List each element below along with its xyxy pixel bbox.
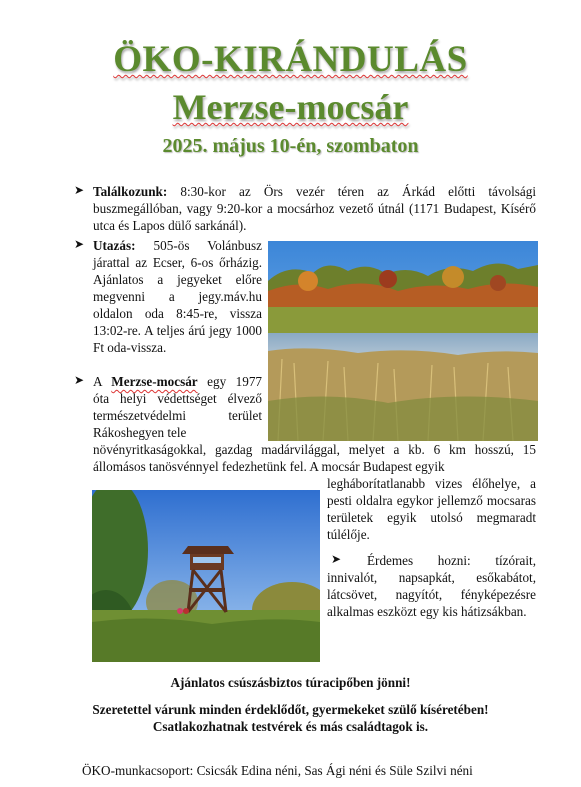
page-title (0, 38, 581, 81)
bring-text: Érdemes hozni: tízórait, innivalót, napsapkát, esőkabátot, látcsövet, nagyítót, fényképezésre alkalmas eszközt egy kis hátizsákban. (327, 553, 536, 619)
event-date: 2025. május 10-én, szombaton (162, 135, 419, 157)
shoes-note: Ajánlatos csúszásbiztos túracipőben jönni! (170, 675, 411, 690)
arrowhead-bullet-icon: ➤ (74, 237, 85, 251)
travel-label: Utazás: (93, 238, 136, 253)
meeting-text: 8:30-kor az Örs vezér téren az Árkád előtti távolsági buszmegállóban, vagy 9:20-kor a mocsárhoz vezető útnál (1171 Budapest, Kísérő utca és Lapos dülő sarkánál). (93, 184, 536, 233)
meeting-label: Találkozunk: (93, 184, 168, 199)
merzse-paragraph-wide (93, 441, 536, 475)
merzse-text-narrow: egy 1977 óta helyi védettséget élvező természetvédelmi terület Rákoshegyen tele (93, 374, 263, 440)
arrowhead-bullet-icon: ➤ (74, 183, 85, 197)
welcome-line-2: Csatlakozhatnak testvérek és más családtagok is. (152, 719, 429, 734)
watchtower-photo (92, 490, 320, 662)
bring-paragraph (327, 552, 536, 620)
travel-text: 505-ös Volánbusz járattal az Ecser, 6-os őrházig. Ajánlatos a jegyeket előre megvenni a jegy.máv.hu oldalon oda 8:45-re, vissza 13:02-re. A teljes árú jegy 1000 Ft oda-vissza. (93, 238, 262, 355)
arrowhead-bullet-icon: ➤ (331, 552, 342, 566)
title-text: ÖKO-KIRÁNDULÁS (113, 39, 468, 80)
team-footer: ÖKO-munkacsoport: Csicsák Edina néni, Sas Ági néni és Süle Szilvi néni (82, 763, 473, 778)
merzse-prefix: A (93, 374, 112, 389)
page-subtitle (0, 86, 581, 128)
welcome-line-1: Szeretettel várunk minden érdeklődőt, gyermekeket szülő kíséretében! (92, 702, 489, 717)
merzse-paragraph-narrow (93, 373, 262, 441)
subtitle-text: Merzse-mocsár (172, 87, 409, 127)
merzse-text-right: legháborítatlanabb vizes élőhelye, a pesti oldalra egykor jellemző mocsaras területek egyik utolsó megmaradt túlélője. (327, 476, 536, 542)
merzse-label: Merzse-mocsár (111, 374, 198, 389)
merzse-text-wide: növényritkaságokkal, gazdag madárvilággal, melyet a kb. 6 km hosszú, 15 állomásos tanösvénnyel fedezhetünk fel. A mocsár Budapest egyik (93, 442, 536, 474)
merzse-paragraph-right (327, 475, 536, 543)
marsh-photo (268, 241, 538, 441)
travel-paragraph (93, 237, 262, 356)
arrowhead-bullet-icon: ➤ (74, 373, 85, 387)
meeting-paragraph (93, 183, 536, 234)
